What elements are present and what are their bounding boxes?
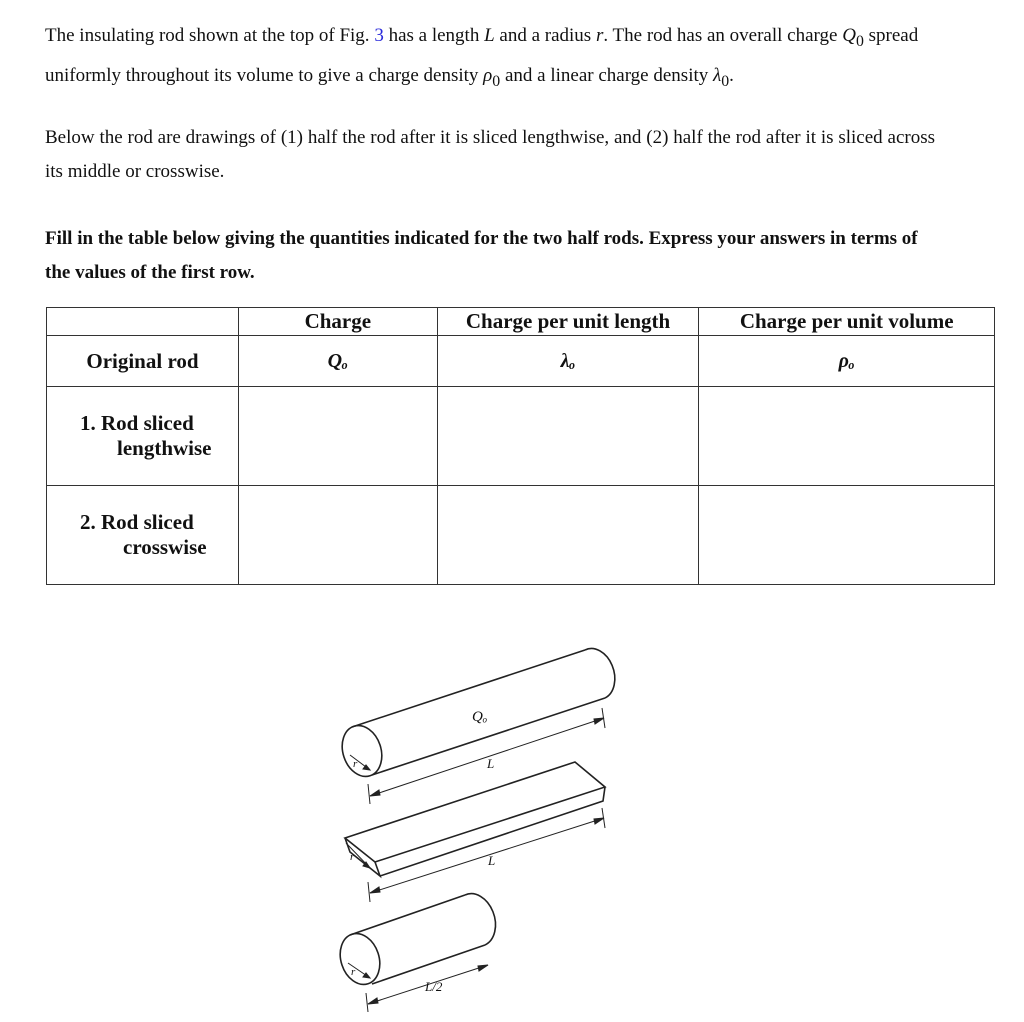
header-empty [47,308,239,336]
cell-lengthwise-per-volume[interactable] [699,387,995,486]
row-label-crosswise: 2. Rod sliced crosswise [47,486,239,585]
cell-crosswise-charge[interactable] [238,486,437,585]
length-dimension-half-rod [368,808,605,902]
table-row-original [47,336,995,387]
cell-original-charge: Qₒ [238,336,437,387]
cell-lengthwise-charge[interactable] [238,387,437,486]
rod-charge-label: Qₒ [472,709,488,725]
header-charge-per-volume: Charge per unit volume [699,308,995,336]
table-header-row [47,308,995,336]
table-row-lengthwise [47,387,995,486]
row-label-original: Original rod [47,336,239,387]
radius-label-crosswise: r [351,966,356,978]
row-label-lengthwise: 1. Rod sliced lengthwise [47,387,239,486]
crosswise-half-rod-drawing [334,894,496,990]
figure-reference-link[interactable]: 3 [374,25,384,46]
radius-label-full-rod: r [353,758,358,770]
header-charge-per-length: Charge per unit length [437,308,699,336]
half-rod-length-label: L [488,853,496,868]
header-charge: Charge [238,308,437,336]
answer-table [46,307,995,585]
cell-crosswise-per-volume[interactable] [699,486,995,585]
cell-original-per-length: λₒ [437,336,699,387]
half-length-label: L/2 [425,979,443,994]
radius-arrows [346,755,370,978]
cell-lengthwise-per-length[interactable] [437,387,699,486]
intro-paragraph: The insulating rod shown at the top of Fig. 3 has a length L and a radius r. The rod has an overall charge $Q_0$ spread uniformly throughout its volume to give a charge density $\rho_0$ and a linear charge density $\lambda_0$. [45,25,919,90]
rod-length-label: L [487,756,495,771]
radius-label-lengthwise: r [350,851,355,863]
table-row-crosswise [47,486,995,585]
drawings-description-paragraph: Below the rod are drawings of (1) half the rod after it is sliced lengthwise, and (2) half the rod after it is sliced across its middle or crosswise. [45,127,935,182]
instructions-paragraph: Fill in the table below giving the quantities indicated for the two half rods. Express your answers in terms of the values of the first row. [45,228,918,283]
cell-crosswise-per-length[interactable] [437,486,699,585]
rod-figure [330,640,620,1015]
cell-original-per-volume: ρₒ [699,336,995,387]
